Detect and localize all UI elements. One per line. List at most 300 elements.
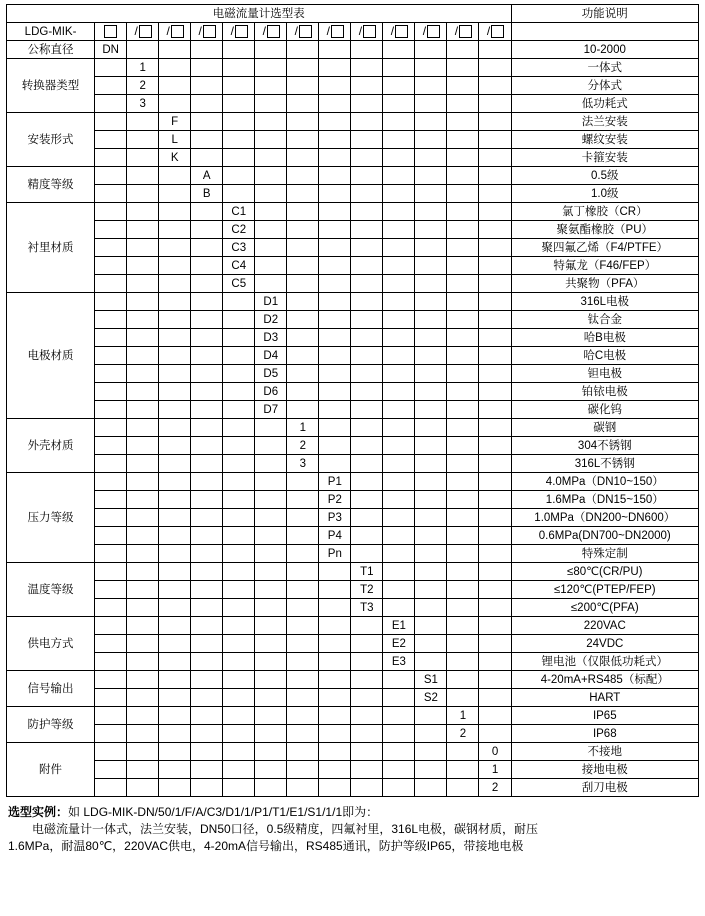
empty-cell <box>159 455 191 473</box>
empty-cell <box>223 527 255 545</box>
empty-cell <box>319 41 351 59</box>
empty-cell <box>351 779 383 797</box>
empty-cell <box>191 599 223 617</box>
empty-cell <box>287 131 319 149</box>
option-code-cell[interactable]: P4 <box>319 527 351 545</box>
empty-cell <box>351 509 383 527</box>
option-code-cell[interactable]: 2 <box>127 77 159 95</box>
table-row <box>7 725 699 743</box>
empty-cell <box>255 509 287 527</box>
model-code-cell <box>351 23 383 41</box>
table-row <box>7 545 699 563</box>
option-code-cell[interactable]: E1 <box>383 617 415 635</box>
empty-cell <box>447 761 479 779</box>
option-code-cell[interactable]: P2 <box>319 491 351 509</box>
option-code-cell[interactable]: 0 <box>479 743 511 761</box>
option-description-cell: 4-20mA+RS485（标配） <box>511 671 698 689</box>
empty-cell <box>287 329 319 347</box>
empty-cell <box>223 491 255 509</box>
empty-cell <box>159 221 191 239</box>
option-description-cell: 低功耗式 <box>511 95 698 113</box>
empty-cell <box>383 77 415 95</box>
empty-cell <box>127 563 159 581</box>
option-code-cell[interactable]: P1 <box>319 473 351 491</box>
empty-cell <box>415 41 447 59</box>
empty-cell <box>383 41 415 59</box>
option-code-cell[interactable]: C1 <box>223 203 255 221</box>
empty-cell <box>415 635 447 653</box>
empty-cell <box>223 761 255 779</box>
empty-cell <box>351 455 383 473</box>
empty-cell <box>447 113 479 131</box>
empty-cell <box>287 401 319 419</box>
option-description-cell: 螺纹安装 <box>511 131 698 149</box>
empty-cell <box>287 761 319 779</box>
option-code-cell[interactable]: Pn <box>319 545 351 563</box>
empty-cell <box>319 239 351 257</box>
code-box <box>171 25 184 38</box>
option-description-cell: IP68 <box>511 725 698 743</box>
empty-cell <box>383 329 415 347</box>
empty-cell <box>383 689 415 707</box>
empty-cell <box>415 365 447 383</box>
empty-cell <box>95 563 127 581</box>
empty-cell <box>255 707 287 725</box>
option-code-cell[interactable]: C5 <box>223 275 255 293</box>
empty-cell <box>127 617 159 635</box>
empty-cell <box>95 725 127 743</box>
empty-cell <box>223 653 255 671</box>
table-row <box>7 509 699 527</box>
empty-cell <box>479 509 511 527</box>
empty-cell <box>447 509 479 527</box>
empty-cell <box>447 779 479 797</box>
empty-cell <box>447 635 479 653</box>
empty-cell <box>479 275 511 293</box>
option-code-cell[interactable]: L <box>159 131 191 149</box>
empty-cell <box>415 131 447 149</box>
code-box <box>267 25 280 38</box>
option-description-cell: 法兰安装 <box>511 113 698 131</box>
option-code-cell[interactable]: T1 <box>351 563 383 581</box>
empty-cell <box>287 149 319 167</box>
empty-cell <box>255 635 287 653</box>
empty-cell <box>95 185 127 203</box>
option-code-cell[interactable]: S1 <box>415 671 447 689</box>
empty-cell <box>383 113 415 131</box>
empty-cell <box>191 293 223 311</box>
empty-cell <box>383 599 415 617</box>
empty-cell <box>319 131 351 149</box>
option-code-cell[interactable]: D4 <box>255 347 287 365</box>
empty-cell <box>191 689 223 707</box>
option-code-cell[interactable]: 2 <box>479 779 511 797</box>
model-desc-cell <box>511 23 698 41</box>
empty-cell <box>127 725 159 743</box>
option-description-cell: 刮刀电极 <box>511 779 698 797</box>
table-row <box>7 131 699 149</box>
empty-cell <box>255 419 287 437</box>
option-code-cell[interactable]: D1 <box>255 293 287 311</box>
option-code-cell[interactable]: T2 <box>351 581 383 599</box>
table-row <box>7 419 699 437</box>
empty-cell <box>255 203 287 221</box>
note-example-line <box>8 804 699 821</box>
empty-cell <box>319 365 351 383</box>
empty-cell <box>127 437 159 455</box>
empty-cell <box>447 239 479 257</box>
option-code-cell[interactable]: C4 <box>223 257 255 275</box>
empty-cell <box>127 545 159 563</box>
empty-cell <box>255 59 287 77</box>
empty-cell <box>447 59 479 77</box>
empty-cell <box>287 599 319 617</box>
empty-cell <box>383 509 415 527</box>
empty-cell <box>191 581 223 599</box>
empty-cell <box>223 599 255 617</box>
empty-cell <box>287 365 319 383</box>
empty-cell <box>159 293 191 311</box>
empty-cell <box>287 653 319 671</box>
empty-cell <box>159 401 191 419</box>
empty-cell <box>351 275 383 293</box>
empty-cell <box>191 437 223 455</box>
option-code-cell[interactable]: 1 <box>447 707 479 725</box>
empty-cell <box>127 599 159 617</box>
empty-cell <box>287 113 319 131</box>
option-code-cell[interactable]: 1 <box>127 59 159 77</box>
empty-cell <box>287 293 319 311</box>
empty-cell <box>127 743 159 761</box>
empty-cell <box>127 257 159 275</box>
empty-cell <box>319 113 351 131</box>
empty-cell <box>287 707 319 725</box>
empty-cell <box>127 689 159 707</box>
empty-cell <box>415 455 447 473</box>
empty-cell <box>255 545 287 563</box>
slash-separator: / <box>166 24 170 39</box>
empty-cell <box>351 653 383 671</box>
code-box <box>299 25 312 38</box>
empty-cell <box>351 239 383 257</box>
empty-cell <box>415 491 447 509</box>
empty-cell <box>479 59 511 77</box>
table-row <box>7 167 699 185</box>
empty-cell <box>287 383 319 401</box>
empty-cell <box>351 95 383 113</box>
table-row <box>7 329 699 347</box>
empty-cell <box>159 509 191 527</box>
empty-cell <box>159 185 191 203</box>
empty-cell <box>95 653 127 671</box>
option-code-cell[interactable]: D3 <box>255 329 287 347</box>
empty-cell <box>447 437 479 455</box>
empty-cell <box>479 671 511 689</box>
option-description-cell: 铂铱电极 <box>511 383 698 401</box>
slash-separator: / <box>486 24 491 39</box>
empty-cell <box>415 77 447 95</box>
option-code-cell[interactable]: 2 <box>287 437 319 455</box>
empty-cell <box>415 185 447 203</box>
option-code-cell[interactable]: 1 <box>287 419 319 437</box>
empty-cell <box>415 95 447 113</box>
empty-cell <box>223 311 255 329</box>
option-code-cell[interactable]: D7 <box>255 401 287 419</box>
empty-cell <box>351 59 383 77</box>
option-code-cell[interactable]: C2 <box>223 221 255 239</box>
empty-cell <box>191 455 223 473</box>
empty-cell <box>447 293 479 311</box>
option-code-cell[interactable]: 1 <box>479 761 511 779</box>
option-code-cell[interactable]: E2 <box>383 635 415 653</box>
empty-cell <box>447 41 479 59</box>
empty-cell <box>255 779 287 797</box>
option-description-cell: 共聚物（PFA） <box>511 275 698 293</box>
table-row <box>7 203 699 221</box>
code-box <box>363 25 376 38</box>
empty-cell <box>191 383 223 401</box>
empty-cell <box>191 653 223 671</box>
empty-cell <box>127 149 159 167</box>
code-box <box>459 25 472 38</box>
empty-cell <box>351 635 383 653</box>
empty-cell <box>319 671 351 689</box>
empty-cell <box>159 257 191 275</box>
option-description-cell: ≤120℃(PTEP/FEP) <box>511 581 698 599</box>
empty-cell <box>319 761 351 779</box>
code-box <box>235 25 248 38</box>
empty-cell <box>447 527 479 545</box>
empty-cell <box>95 761 127 779</box>
empty-cell <box>447 383 479 401</box>
row-category-label: 外壳材质 <box>7 419 95 473</box>
empty-cell <box>255 743 287 761</box>
empty-cell <box>479 527 511 545</box>
empty-cell <box>127 491 159 509</box>
empty-cell <box>255 131 287 149</box>
empty-cell <box>415 167 447 185</box>
code-box <box>104 25 117 38</box>
table-row <box>7 365 699 383</box>
option-description-cell: 卡箍安装 <box>511 149 698 167</box>
empty-cell <box>383 149 415 167</box>
empty-cell <box>191 203 223 221</box>
note-detail-line-2: 1.6MPa，耐温80℃，220VAC供电，4-20mA信号输出，RS485通讯，防护等级IP65，带接地电极 <box>8 839 524 853</box>
empty-cell <box>319 275 351 293</box>
option-code-cell[interactable]: F <box>159 113 191 131</box>
option-code-cell[interactable]: D6 <box>255 383 287 401</box>
option-code-cell[interactable]: P3 <box>319 509 351 527</box>
empty-cell <box>255 275 287 293</box>
empty-cell <box>351 365 383 383</box>
empty-cell <box>223 41 255 59</box>
note-detail-line-1: 电磁流量计一体式，法兰安装，DN50口径，0.5级精度，四氟衬里，316L电极，碳钢材质，耐压 <box>32 822 539 836</box>
empty-cell <box>255 725 287 743</box>
empty-cell <box>191 671 223 689</box>
empty-cell <box>415 347 447 365</box>
empty-cell <box>287 671 319 689</box>
table-row <box>7 743 699 761</box>
model-code-cell <box>255 23 287 41</box>
table-row <box>7 347 699 365</box>
empty-cell <box>287 185 319 203</box>
empty-cell <box>255 113 287 131</box>
empty-cell <box>287 257 319 275</box>
empty-cell <box>479 239 511 257</box>
empty-cell <box>95 527 127 545</box>
code-box <box>395 25 408 38</box>
empty-cell <box>415 311 447 329</box>
empty-cell <box>159 761 191 779</box>
empty-cell <box>287 509 319 527</box>
empty-cell <box>383 95 415 113</box>
option-description-cell: 不接地 <box>511 743 698 761</box>
empty-cell <box>319 743 351 761</box>
empty-cell <box>255 617 287 635</box>
note-example-text: 如 LDG-MIK-DN/50/1/F/A/C3/D1/1/P1/T1/E1/S1/1/1即为： <box>68 805 379 819</box>
empty-cell <box>319 635 351 653</box>
empty-cell <box>383 185 415 203</box>
empty-cell <box>383 311 415 329</box>
empty-cell <box>95 707 127 725</box>
empty-cell <box>351 167 383 185</box>
option-description-cell: 24VDC <box>511 635 698 653</box>
model-code-cell <box>159 23 191 41</box>
note-example-label: 选型实例： <box>8 805 69 819</box>
empty-cell <box>127 707 159 725</box>
empty-cell <box>351 185 383 203</box>
empty-cell <box>479 491 511 509</box>
option-code-cell[interactable]: 3 <box>127 95 159 113</box>
table-row <box>7 689 699 707</box>
option-code-cell[interactable]: 3 <box>287 455 319 473</box>
empty-cell <box>415 221 447 239</box>
option-code-cell[interactable]: B <box>191 185 223 203</box>
empty-cell <box>351 41 383 59</box>
empty-cell <box>415 437 447 455</box>
empty-cell <box>95 581 127 599</box>
empty-cell <box>383 131 415 149</box>
option-code-cell[interactable]: D2 <box>255 311 287 329</box>
empty-cell <box>127 455 159 473</box>
empty-cell <box>191 131 223 149</box>
empty-cell <box>159 725 191 743</box>
empty-cell <box>319 383 351 401</box>
empty-cell <box>159 239 191 257</box>
row-category-label: 电极材质 <box>7 293 95 419</box>
empty-cell <box>383 221 415 239</box>
empty-cell <box>223 581 255 599</box>
empty-cell <box>95 455 127 473</box>
empty-cell <box>319 167 351 185</box>
empty-cell <box>447 545 479 563</box>
empty-cell <box>479 581 511 599</box>
empty-cell <box>127 401 159 419</box>
code-box <box>427 25 440 38</box>
empty-cell <box>287 725 319 743</box>
empty-cell <box>479 437 511 455</box>
empty-cell <box>479 635 511 653</box>
empty-cell <box>351 257 383 275</box>
empty-cell <box>351 725 383 743</box>
option-code-cell[interactable]: K <box>159 149 191 167</box>
empty-cell <box>223 293 255 311</box>
option-code-cell[interactable]: T3 <box>351 599 383 617</box>
table-row <box>7 257 699 275</box>
option-code-cell[interactable]: D5 <box>255 365 287 383</box>
table-row <box>7 401 699 419</box>
empty-cell <box>351 761 383 779</box>
function-header: 功能说明 <box>511 5 698 23</box>
option-code-cell[interactable]: S2 <box>415 689 447 707</box>
empty-cell <box>383 257 415 275</box>
option-code-cell[interactable]: A <box>191 167 223 185</box>
row-category-label: 精度等级 <box>7 167 95 203</box>
empty-cell <box>383 545 415 563</box>
empty-cell <box>127 293 159 311</box>
empty-cell <box>127 419 159 437</box>
empty-cell <box>447 563 479 581</box>
empty-cell <box>95 149 127 167</box>
option-code-cell[interactable]: C3 <box>223 239 255 257</box>
empty-cell <box>95 95 127 113</box>
empty-cell <box>95 437 127 455</box>
option-code-cell[interactable]: E3 <box>383 653 415 671</box>
option-description-cell: 1.0级 <box>511 185 698 203</box>
empty-cell <box>255 185 287 203</box>
empty-cell <box>95 365 127 383</box>
empty-cell <box>191 275 223 293</box>
empty-cell <box>223 95 255 113</box>
empty-cell <box>319 221 351 239</box>
empty-cell <box>191 617 223 635</box>
empty-cell <box>319 311 351 329</box>
empty-cell <box>223 779 255 797</box>
empty-cell <box>351 743 383 761</box>
empty-cell <box>479 221 511 239</box>
empty-cell <box>351 131 383 149</box>
table-row <box>7 491 699 509</box>
empty-cell <box>383 365 415 383</box>
empty-cell <box>159 671 191 689</box>
empty-cell <box>223 113 255 131</box>
empty-cell <box>95 131 127 149</box>
empty-cell <box>479 95 511 113</box>
model-code-cell <box>415 23 447 41</box>
empty-cell <box>255 563 287 581</box>
empty-cell <box>159 41 191 59</box>
empty-cell <box>447 689 479 707</box>
empty-cell <box>351 617 383 635</box>
empty-cell <box>95 203 127 221</box>
empty-cell <box>223 707 255 725</box>
empty-cell <box>287 41 319 59</box>
option-code-cell[interactable]: DN <box>95 41 127 59</box>
empty-cell <box>415 473 447 491</box>
model-code-cell <box>223 23 255 41</box>
empty-cell <box>351 671 383 689</box>
empty-cell <box>287 59 319 77</box>
table-row <box>7 455 699 473</box>
option-description-cell: 特殊定制 <box>511 545 698 563</box>
code-box <box>203 25 216 38</box>
table-row <box>7 59 699 77</box>
slash-separator: / <box>198 24 202 39</box>
option-code-cell[interactable]: 2 <box>447 725 479 743</box>
empty-cell <box>447 365 479 383</box>
empty-cell <box>223 365 255 383</box>
empty-cell <box>447 149 479 167</box>
